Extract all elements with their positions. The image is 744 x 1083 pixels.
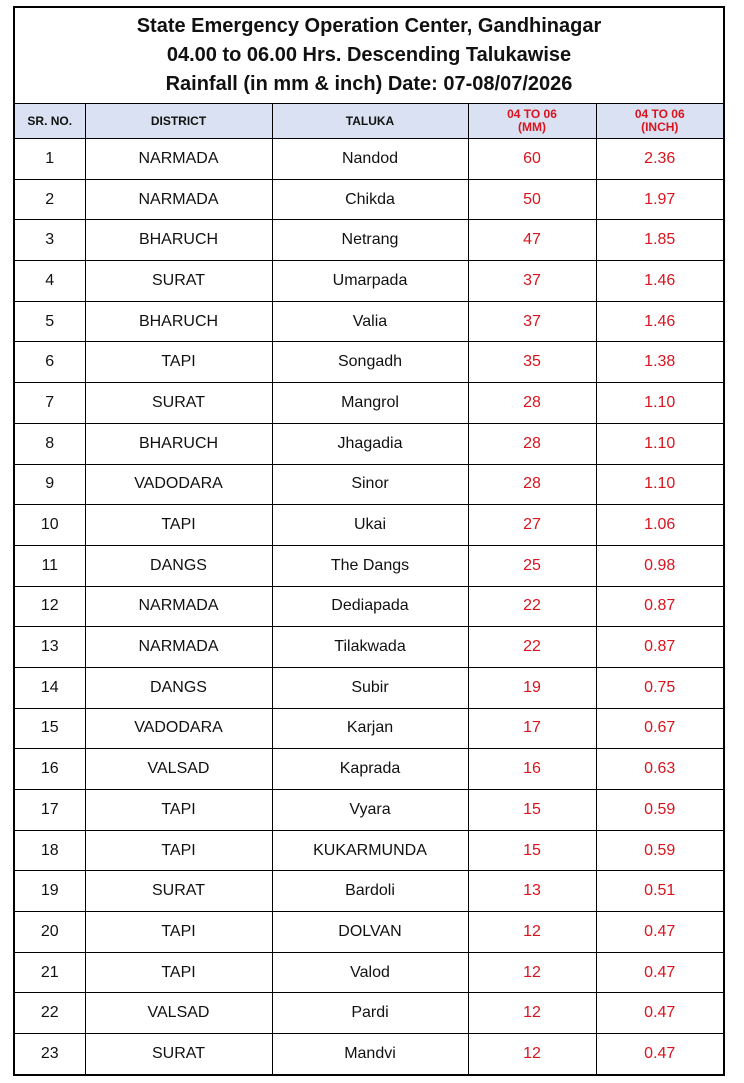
cell-district: NARMADA [85,139,272,180]
cell-rainfall-mm: 19 [468,667,596,708]
cell-district: DANGS [85,545,272,586]
cell-sr-no: 6 [15,342,85,383]
cell-rainfall-mm: 27 [468,505,596,546]
header-taluka: TALUKA [272,104,468,139]
cell-rainfall-inch: 0.75 [596,667,723,708]
cell-sr-no: 8 [15,423,85,464]
cell-rainfall-mm: 37 [468,301,596,342]
cell-taluka: Subir [272,667,468,708]
table-row [15,383,723,424]
table-row [15,952,723,993]
cell-sr-no: 10 [15,505,85,546]
cell-sr-no: 5 [15,301,85,342]
cell-taluka: Mangrol [272,383,468,424]
cell-taluka: Netrang [272,220,468,261]
table-row [15,261,723,302]
cell-rainfall-mm: 12 [468,952,596,993]
cell-sr-no: 15 [15,708,85,749]
cell-district: SURAT [85,383,272,424]
cell-rainfall-mm: 28 [468,383,596,424]
cell-taluka: DOLVAN [272,912,468,953]
table-row [15,1034,723,1074]
cell-taluka: Karjan [272,708,468,749]
cell-district: TAPI [85,342,272,383]
cell-district: TAPI [85,952,272,993]
cell-rainfall-mm: 50 [468,179,596,220]
cell-district: NARMADA [85,627,272,668]
report-title-line-2: 04.00 to 06.00 Hrs. Descending Talukawise [166,44,572,66]
cell-rainfall-inch: 0.47 [596,952,723,993]
cell-rainfall-mm: 12 [468,993,596,1034]
cell-sr-no: 1 [15,139,85,180]
table-row [15,667,723,708]
cell-rainfall-inch: 0.47 [596,993,723,1034]
cell-sr-no: 18 [15,830,85,871]
cell-sr-no: 4 [15,261,85,302]
cell-rainfall-inch: 0.47 [596,1034,723,1074]
cell-taluka: Sinor [272,464,468,505]
cell-taluka: Songadh [272,342,468,383]
cell-district: TAPI [85,830,272,871]
cell-taluka: Ukai [272,505,468,546]
table-row [15,993,723,1034]
cell-district: DANGS [85,667,272,708]
cell-rainfall-inch: 1.46 [596,301,723,342]
cell-taluka: Dediapada [272,586,468,627]
cell-sr-no: 3 [15,220,85,261]
table-row [15,708,723,749]
cell-rainfall-mm: 12 [468,912,596,953]
cell-rainfall-inch: 1.97 [596,179,723,220]
table-row [15,179,723,220]
cell-sr-no: 23 [15,1034,85,1074]
table-row [15,139,723,180]
cell-district: TAPI [85,912,272,953]
cell-rainfall-mm: 17 [468,708,596,749]
cell-taluka: Valia [272,301,468,342]
cell-district: BHARUCH [85,301,272,342]
cell-taluka: Nandod [272,139,468,180]
table-header-row [15,104,723,139]
cell-rainfall-mm: 47 [468,220,596,261]
header-rainfall-inch [596,104,723,139]
cell-rainfall-inch: 1.10 [596,383,723,424]
table-row [15,423,723,464]
cell-rainfall-mm: 13 [468,871,596,912]
table-row [15,505,723,546]
cell-rainfall-mm: 16 [468,749,596,790]
cell-taluka: Tilakwada [272,627,468,668]
cell-rainfall-mm: 12 [468,1034,596,1074]
table-row [15,871,723,912]
cell-district: TAPI [85,505,272,546]
cell-rainfall-inch: 2.36 [596,139,723,180]
table-row [15,912,723,953]
cell-sr-no: 14 [15,667,85,708]
cell-district: BHARUCH [85,220,272,261]
cell-district: SURAT [85,871,272,912]
rainfall-table [15,104,723,1074]
cell-rainfall-inch: 1.06 [596,505,723,546]
cell-taluka: KUKARMUNDA [272,830,468,871]
cell-sr-no: 21 [15,952,85,993]
header-rainfall-mm-line-2: (MM) [518,120,546,134]
cell-district: NARMADA [85,179,272,220]
cell-rainfall-inch: 0.87 [596,627,723,668]
header-district: DISTRICT [85,104,272,139]
cell-rainfall-inch: 0.63 [596,749,723,790]
rainfall-report-sheet [13,6,725,1076]
table-row [15,830,723,871]
cell-rainfall-inch: 0.51 [596,871,723,912]
cell-taluka: Valod [272,952,468,993]
cell-rainfall-mm: 60 [468,139,596,180]
cell-sr-no: 13 [15,627,85,668]
table-row [15,790,723,831]
cell-taluka: Bardoli [272,871,468,912]
cell-rainfall-inch: 1.38 [596,342,723,383]
table-row [15,545,723,586]
cell-taluka: Mandvi [272,1034,468,1074]
cell-district: VALSAD [85,993,272,1034]
cell-rainfall-inch: 0.98 [596,545,723,586]
cell-rainfall-inch: 1.10 [596,464,723,505]
cell-district: BHARUCH [85,423,272,464]
cell-district: NARMADA [85,586,272,627]
cell-district: TAPI [85,790,272,831]
cell-taluka: Chikda [272,179,468,220]
cell-rainfall-inch: 1.10 [596,423,723,464]
table-row [15,749,723,790]
cell-taluka: The Dangs [272,545,468,586]
header-sr-no: SR. NO. [15,104,85,139]
cell-rainfall-inch: 0.59 [596,830,723,871]
cell-sr-no: 7 [15,383,85,424]
cell-sr-no: 20 [15,912,85,953]
table-row [15,464,723,505]
cell-rainfall-mm: 15 [468,790,596,831]
cell-district: VADODARA [85,464,272,505]
cell-rainfall-mm: 25 [468,545,596,586]
cell-rainfall-mm: 28 [468,464,596,505]
cell-sr-no: 11 [15,545,85,586]
cell-rainfall-mm: 22 [468,627,596,668]
table-row [15,342,723,383]
report-title-line-1: State Emergency Operation Center, Gandhinagar [136,15,602,37]
cell-rainfall-inch: 0.47 [596,912,723,953]
cell-district: VADODARA [85,708,272,749]
header-rainfall-inch-line-1: 04 TO 06 [634,107,685,121]
cell-sr-no: 2 [15,179,85,220]
report-title-block [15,8,723,104]
table-row [15,627,723,668]
cell-rainfall-inch: 0.87 [596,586,723,627]
report-title-line-3: Rainfall (in mm & inch) Date: 07-08/07/2026 [165,73,573,95]
header-rainfall-mm [468,104,596,139]
cell-sr-no: 19 [15,871,85,912]
cell-district: VALSAD [85,749,272,790]
cell-sr-no: 17 [15,790,85,831]
cell-district: SURAT [85,1034,272,1074]
cell-rainfall-mm: 28 [468,423,596,464]
cell-sr-no: 12 [15,586,85,627]
cell-taluka: Vyara [272,790,468,831]
table-body [15,139,723,1074]
cell-rainfall-inch: 1.46 [596,261,723,302]
cell-taluka: Kaprada [272,749,468,790]
cell-rainfall-inch: 0.67 [596,708,723,749]
cell-sr-no: 9 [15,464,85,505]
cell-rainfall-inch: 1.85 [596,220,723,261]
cell-rainfall-mm: 37 [468,261,596,302]
table-row [15,301,723,342]
cell-taluka: Pardi [272,993,468,1034]
header-rainfall-inch-line-2: (INCH) [641,120,679,134]
cell-sr-no: 16 [15,749,85,790]
cell-rainfall-inch: 0.59 [596,790,723,831]
table-row [15,586,723,627]
cell-rainfall-mm: 35 [468,342,596,383]
cell-taluka: Jhagadia [272,423,468,464]
cell-rainfall-mm: 15 [468,830,596,871]
cell-rainfall-mm: 22 [468,586,596,627]
cell-taluka: Umarpada [272,261,468,302]
cell-district: SURAT [85,261,272,302]
header-rainfall-mm-line-1: 04 TO 06 [507,107,557,121]
table-row [15,220,723,261]
cell-sr-no: 22 [15,993,85,1034]
